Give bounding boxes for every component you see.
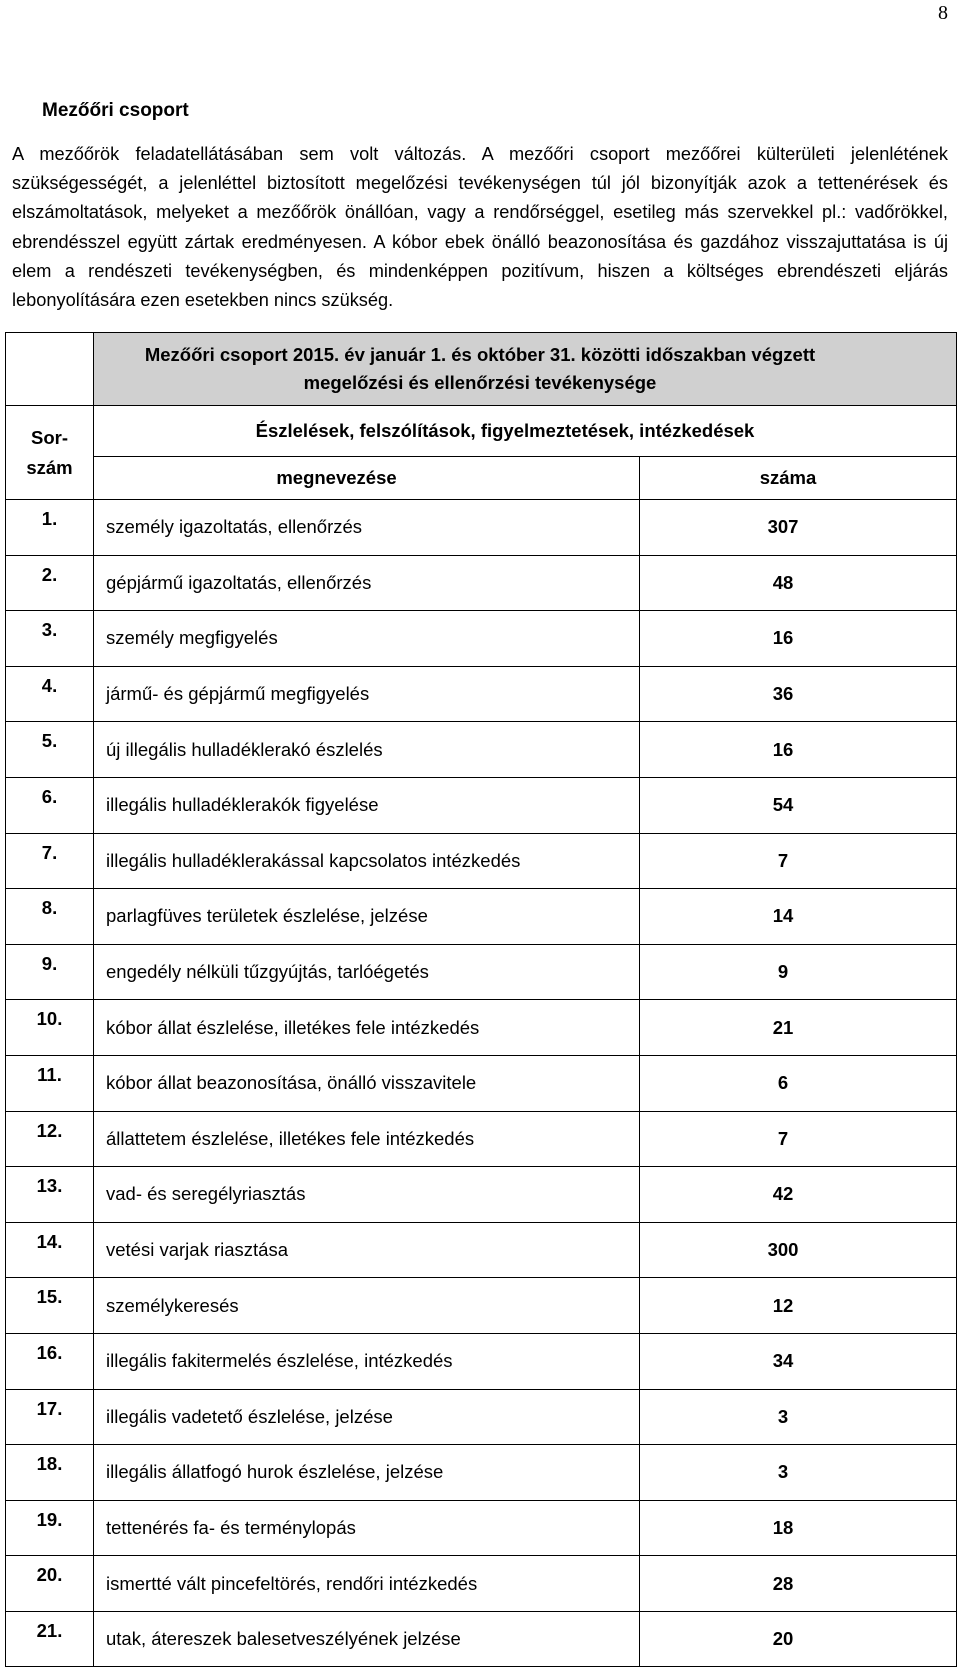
table-row — [6, 944, 957, 1000]
row-name-cell: engedély nélküli tűzgyújtás, tarlóégetés — [94, 944, 640, 1000]
row-name-cell: ismertté vált pincefeltörés, rendőri intézkedés — [94, 1556, 640, 1612]
row-name-cell: új illegális hulladéklerakó észlelés — [94, 722, 640, 778]
row-name-cell: állattetem észlelése, illetékes fele intézkedés — [94, 1111, 640, 1167]
row-count-cell: 9 — [640, 944, 957, 1000]
row-count-cell: 7 — [640, 833, 957, 889]
row-count-cell: 54 — [640, 777, 957, 833]
row-number-cell: 7. — [6, 833, 94, 889]
row-count-cell: 36 — [640, 666, 957, 722]
table-row — [6, 889, 957, 945]
row-name-cell: parlagfüves területek észlelése, jelzése — [94, 889, 640, 945]
row-count-cell: 3 — [640, 1445, 957, 1501]
caption-line-2: megelőzési és ellenőrzési tevékenysége — [303, 372, 657, 393]
table-row — [6, 1389, 957, 1445]
table-row — [6, 1611, 957, 1667]
caption-line-1: Mezőőri csoport 2015. év január 1. és október 31. közötti időszakban végzett — [144, 344, 816, 365]
column-header-number-line-2: szám — [26, 456, 73, 478]
column-header-number — [6, 406, 94, 500]
table-row — [6, 500, 957, 556]
row-number-cell: 14. — [6, 1222, 94, 1278]
table-row — [6, 1333, 957, 1389]
row-count-cell: 18 — [640, 1500, 957, 1556]
row-name-cell: illegális vadetető észlelése, jelzése — [94, 1389, 640, 1445]
row-count-cell: 16 — [640, 611, 957, 667]
table-row — [6, 1167, 957, 1223]
row-count-cell: 34 — [640, 1333, 957, 1389]
table-row — [6, 833, 957, 889]
activity-table — [5, 332, 957, 1667]
row-name-cell: személy igazoltatás, ellenőrzés — [94, 500, 640, 556]
table-row — [6, 1222, 957, 1278]
row-name-cell: illegális hulladéklerakással kapcsolatos intézkedés — [94, 833, 640, 889]
table-row — [6, 1500, 957, 1556]
row-name-cell: illegális állatfogó hurok észlelése, jelzése — [94, 1445, 640, 1501]
column-header-name: megnevezése — [94, 457, 640, 500]
table-row — [6, 1278, 957, 1334]
row-name-cell: vetési varjak riasztása — [94, 1222, 640, 1278]
row-name-cell: utak, átereszek balesetveszélyének jelzése — [94, 1611, 640, 1667]
row-number-cell: 18. — [6, 1445, 94, 1501]
row-number-cell: 4. — [6, 666, 94, 722]
table-row — [6, 1556, 957, 1612]
page-number: 8 — [938, 2, 948, 24]
row-name-cell: kóbor állat észlelése, illetékes fele intézkedés — [94, 1000, 640, 1056]
table-row — [6, 555, 957, 611]
column-header-count: száma — [640, 457, 957, 500]
table-row — [6, 722, 957, 778]
row-count-cell: 21 — [640, 1000, 957, 1056]
table-row — [6, 611, 957, 667]
row-count-cell: 28 — [640, 1556, 957, 1612]
row-name-cell: személy megfigyelés — [94, 611, 640, 667]
caption-blank-cell — [6, 333, 94, 406]
row-count-cell: 20 — [640, 1611, 957, 1667]
row-number-cell: 17. — [6, 1389, 94, 1445]
row-count-cell: 12 — [640, 1278, 957, 1334]
table-row — [6, 777, 957, 833]
row-count-cell: 300 — [640, 1222, 957, 1278]
row-count-cell: 7 — [640, 1111, 957, 1167]
table-row — [6, 1445, 957, 1501]
table-row — [6, 666, 957, 722]
row-count-cell: 6 — [640, 1055, 957, 1111]
table-caption-row — [6, 333, 957, 406]
row-name-cell: illegális hulladéklerakók figyelése — [94, 777, 640, 833]
row-number-cell: 6. — [6, 777, 94, 833]
row-number-cell: 20. — [6, 1556, 94, 1612]
table-subheader-row — [6, 457, 957, 500]
table-row — [6, 1000, 957, 1056]
row-number-cell: 15. — [6, 1278, 94, 1334]
table-header-row — [6, 406, 957, 457]
row-number-cell: 12. — [6, 1111, 94, 1167]
row-number-cell: 21. — [6, 1611, 94, 1667]
row-count-cell: 48 — [640, 555, 957, 611]
row-count-cell: 14 — [640, 889, 957, 945]
row-name-cell: illegális fakitermelés észlelése, intézkedés — [94, 1333, 640, 1389]
row-name-cell: kóbor állat beazonosítása, önálló visszavitele — [94, 1055, 640, 1111]
row-name-cell: vad- és seregélyriasztás — [94, 1167, 640, 1223]
row-number-cell: 5. — [6, 722, 94, 778]
row-name-cell: jármű- és gépjármű megfigyelés — [94, 666, 640, 722]
row-number-cell: 19. — [6, 1500, 94, 1556]
row-number-cell: 13. — [6, 1167, 94, 1223]
row-count-cell: 42 — [640, 1167, 957, 1223]
section-title: Mezőőri csoport — [42, 100, 189, 121]
row-number-cell: 9. — [6, 944, 94, 1000]
row-count-cell: 16 — [640, 722, 957, 778]
table-row — [6, 1111, 957, 1167]
row-count-cell: 307 — [640, 500, 957, 556]
row-number-cell: 8. — [6, 889, 94, 945]
row-number-cell: 3. — [6, 611, 94, 667]
row-name-cell: személykeresés — [94, 1278, 640, 1334]
row-name-cell: tettenérés fa- és terménylopás — [94, 1500, 640, 1556]
row-number-cell: 11. — [6, 1055, 94, 1111]
column-header-number-line-1: Sor- — [31, 426, 68, 448]
column-group-header: Észlelések, felszólítások, figyelmeztetések, intézkedések — [94, 406, 957, 457]
row-count-cell: 3 — [640, 1389, 957, 1445]
table-body — [6, 500, 957, 1667]
row-number-cell: 16. — [6, 1333, 94, 1389]
row-name-cell: gépjármű igazoltatás, ellenőrzés — [94, 555, 640, 611]
row-number-cell: 2. — [6, 555, 94, 611]
row-number-cell: 1. — [6, 500, 94, 556]
table-caption — [94, 333, 957, 406]
row-number-cell: 10. — [6, 1000, 94, 1056]
table-row — [6, 1055, 957, 1111]
intro-paragraph: A mezőőrök feladatellátásában sem volt változás. A mezőőri csoport mezőőrei külterületi jelenlétének szükségességét, a jelenléttel biztosított megelőzési tevékenységen túl jól bizonyítják azok a tettenérések és elszámoltatások, melyeket a mezőőrök önállóan, vagy a rendőrséggel, esetileg más szervekkel pl.: vadőrökkel, ebrendésszel együtt zártak eredményesen. A kóbor ebek önálló beazonosítása és gazdához visszajuttatása is új elem a rendészeti tevékenységben, és mindenképpen pozitívum, hiszen a költséges ebrendészeti eljárás lebonyolítására ezen esetekben nincs szükség. — [12, 144, 948, 311]
